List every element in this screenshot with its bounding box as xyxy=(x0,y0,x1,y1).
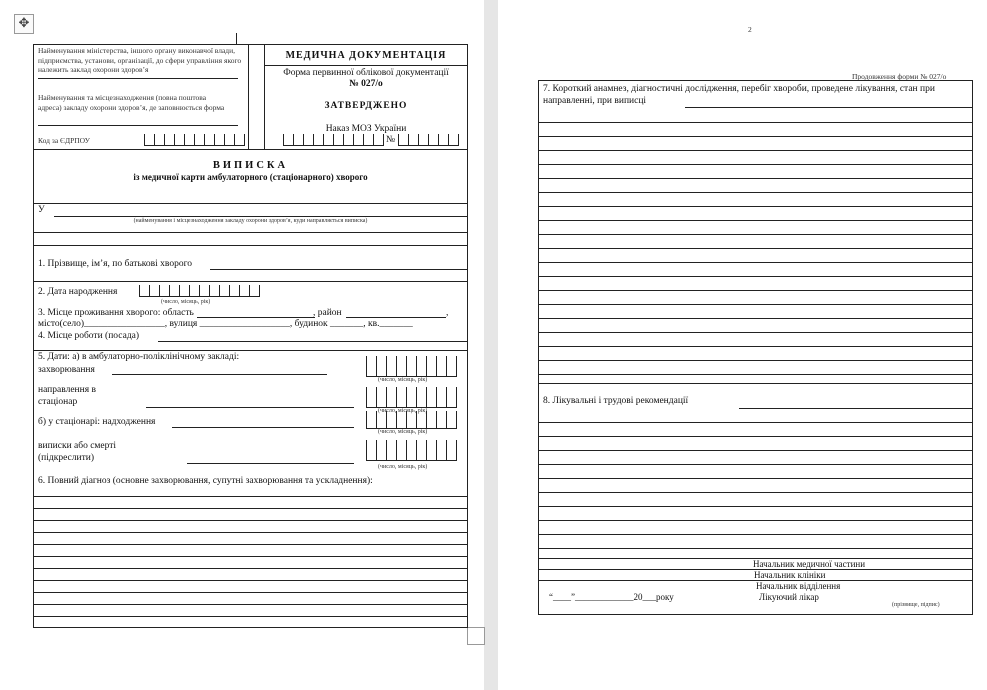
discharge-date-caption: (число, місяць, рік) xyxy=(378,464,428,470)
field-1-label: 1. Прізвище, ім’я, по батькові хворого xyxy=(38,259,192,269)
ministry-label: Найменування міністерства, іншого органу виконавчої влади, підприємства, установи, організації, до сфери управління якого належить заклад охорони здоров’я xyxy=(38,46,242,74)
to-caption: (найменування і місцезнаходження закладу охорони здоров’я, куди направляється виписка) xyxy=(133,218,368,224)
medical-doc-title: МЕДИЧНА ДОКУМЕНТАЦІЯ xyxy=(285,50,447,61)
chief-department-label: Начальник відділення xyxy=(756,581,841,591)
doc-title: ВИПИСКА xyxy=(212,160,289,171)
address-line[interactable]: місто(село)_________________, вулиця ___________________, будинок _______, кв._______ xyxy=(38,319,413,329)
region-input[interactable] xyxy=(197,317,315,318)
order-label: Наказ МОЗ України xyxy=(325,124,407,134)
field-7-label-line1: 7. Короткий анамнез, діагностичні дослідження, перебіг хвороби, проведене лікування, стан при xyxy=(543,84,935,94)
illness-date-boxes[interactable] xyxy=(366,356,457,377)
order-number-sign: № xyxy=(386,135,396,145)
hospital-admission-label: б) у стаціонарі: надходження xyxy=(38,417,156,427)
field-5-label: 5. Дати: а) в амбулаторно-поліклінічному закладі: xyxy=(38,352,240,362)
edrpou-boxes[interactable] xyxy=(144,134,245,146)
illness-label: захворювання xyxy=(38,365,95,375)
discharge-label-2: (підкреслити) xyxy=(38,453,94,463)
to-label: У xyxy=(38,205,45,215)
doctor-label: Лікуючий лікар xyxy=(759,592,819,602)
order-number-boxes[interactable] xyxy=(398,134,459,146)
discharge-input[interactable] xyxy=(187,463,354,464)
district-label: , район xyxy=(313,308,342,318)
referral-date-caption: (число, місяць, рік) xyxy=(378,408,428,414)
doc-subtitle: із медичної карти амбулаторного (стаціонарного) хворого xyxy=(133,172,368,182)
birth-date-boxes[interactable] xyxy=(139,285,260,297)
field-8-label: 8. Лікувальні і трудові рекомендації xyxy=(543,396,689,406)
illness-input[interactable] xyxy=(112,374,327,375)
field-4-label: 4. Місце роботи (посада) xyxy=(38,331,140,341)
admission-date-caption: (число, місяць, рік) xyxy=(378,429,428,435)
to-input-line[interactable] xyxy=(54,216,467,217)
referral-label-2: стаціонар xyxy=(38,397,78,407)
district-input[interactable] xyxy=(346,317,446,318)
field-6-label: 6. Повний діагноз (основне захворювання, супутні захворювання та ускладнення): xyxy=(38,476,373,486)
edrpou-label: Код за ЄДРПОУ xyxy=(38,136,90,145)
discharge-date-boxes[interactable] xyxy=(366,440,457,461)
patient-name-input[interactable] xyxy=(210,269,467,270)
referral-input[interactable] xyxy=(146,407,354,408)
form-page-2 xyxy=(538,80,973,615)
chief-medical-label: Начальник медичної частини xyxy=(753,559,866,569)
chief-clinic-label: Начальник клініки xyxy=(754,570,826,580)
form-page-1 xyxy=(33,44,468,628)
illness-date-caption: (число, місяць, рік) xyxy=(378,377,428,383)
approved-label: ЗАТВЕРДЖЕНО xyxy=(324,101,408,111)
form-line-1: Форма первинної облікової документації xyxy=(283,68,449,78)
hospital-admission-input[interactable] xyxy=(172,427,354,428)
referral-date-boxes[interactable] xyxy=(366,387,457,408)
order-date-boxes[interactable] xyxy=(283,134,384,146)
signature-caption: (прізвище, підпис) xyxy=(892,602,940,608)
referral-label-1: направлення в xyxy=(38,385,96,395)
workplace-input[interactable] xyxy=(158,341,467,342)
form-number: № 027/о xyxy=(349,79,383,89)
birth-date-caption: (число, місяць, рік) xyxy=(161,299,211,305)
facility-label: Найменування та місцезнаходження (повна поштова адреса) закладу охорони здоров’я, де заповнюється форма xyxy=(38,93,225,112)
comma: , xyxy=(446,308,449,318)
page-gutter xyxy=(484,0,498,690)
sign-date-line[interactable]: “____”_____________20___року xyxy=(549,592,674,602)
admission-date-boxes[interactable] xyxy=(366,411,457,429)
discharge-label-1: виписки або смерті xyxy=(38,441,117,451)
field-3-label: 3. Місце проживання хворого: область xyxy=(38,308,194,318)
table-move-handle-icon[interactable]: ✥ xyxy=(14,14,34,34)
field-7-label-line2: направленні, при виписці xyxy=(543,96,647,106)
page-number: 2 xyxy=(748,25,752,34)
continuation-label: Продовження форми № 027/о xyxy=(852,72,947,81)
field-2-label: 2. Дата народження xyxy=(38,287,118,297)
table-resize-handle[interactable] xyxy=(467,627,485,645)
